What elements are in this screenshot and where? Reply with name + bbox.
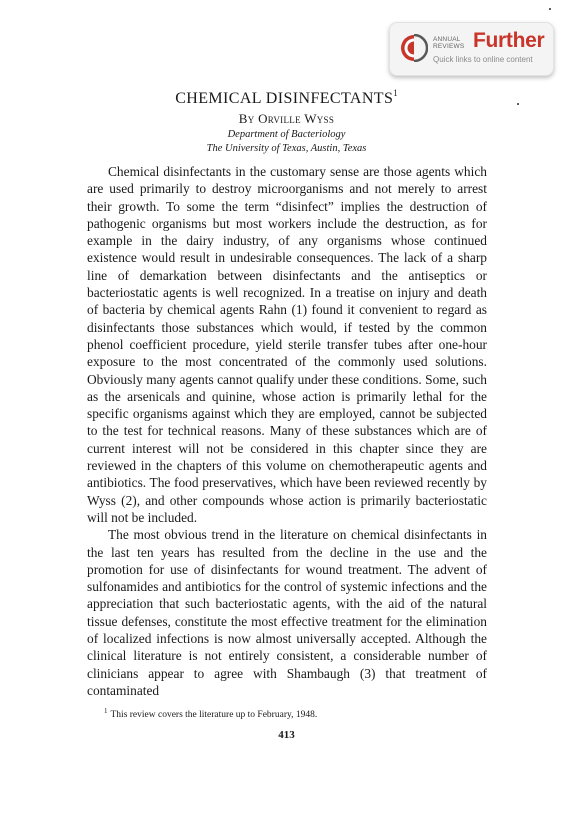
- badge-org-line2: REVIEWS: [433, 43, 465, 50]
- author-department: Department of Bacteriology: [227, 129, 346, 140]
- badge-tagline: Quick links to online content: [433, 55, 533, 64]
- scan-speck: [549, 8, 551, 10]
- badge-org-line1: ANNUAL: [433, 36, 461, 43]
- annual-reviews-logo-icon: [400, 34, 428, 62]
- article-title-text: CHEMICAL DISINFECTANTS: [175, 90, 394, 107]
- badge-org-name: [433, 36, 473, 50]
- footnote: [104, 707, 484, 720]
- title-footnote-mark: 1: [393, 88, 398, 98]
- badge-further-label: Further: [473, 29, 545, 52]
- footnote-text: This review covers the literature up to February, 1948.: [110, 710, 318, 721]
- scan-speck: [517, 103, 519, 105]
- author-institution: The University of Texas, Austin, Texas: [206, 143, 367, 154]
- article-body: [87, 163, 487, 699]
- article-author: By Orville Wyss: [238, 111, 335, 126]
- page-number: 413: [278, 729, 295, 741]
- body-paragraph-2: The most obvious trend in the literature on chemical disinfectants in the last ten years has resulted from the decline in the use and the promotion for use of disinfectants for wound treatment. The advent of sulfonamides and antibiotics for the control of systemic infections and the appreciation that such bacteriostatic agents, with the aid of the natural tissue defenses, constitute the most effective treatment for the elimination of localized infections is now almost universally accepted. Although the clinical literature is not entirely consistent, a considerable number of clinicians appear to agree with Shambaugh (3) that treatment of contaminated: [87, 527, 487, 698]
- article-title: [0, 88, 573, 108]
- body-paragraph-1: Chemical disinfectants in the customary sense are those agents which are used primarily to destroy microorganisms and not merely to arrest their growth. To some the term “disinfect” implies the destruction of pathogenic organisms but most workers include the destruction, as for example in the dairy industry, of any organisms whose continued existence would result in undesirable consequences. The lack of a sharp line of demarkation between disinfectants and the antiseptics or bacteriostatic agents is well recognized. In a treatise on injury and death of bacteria by chemical agents Rahn (1) found it convenient to regard as disinfectants those substances which would, if tested by the common phenol coefficient procedure, yield sterile transfer tubes after one-hour exposure to the most concentrated of the commonly used solutions. Obviously many agents cannot qualify under these conditions. Some, such as the arsenicals and quinine, whose action is primarily lethal for the specific organisms against which they are employed, cannot be subjected to the test for technical reasons. Many of these substances which are of current interest will not be considered in this chapter since they are reviewed in the chapters of this volume on chemotherapeutic agents and antibiotics. The food preservatives, which have been reviewed recently by Wyss (2), and other compounds whose action is primarily bacteriostatic will not be included.: [87, 164, 487, 525]
- footnote-mark: 1: [104, 707, 108, 715]
- further-links-badge[interactable]: [389, 22, 554, 76]
